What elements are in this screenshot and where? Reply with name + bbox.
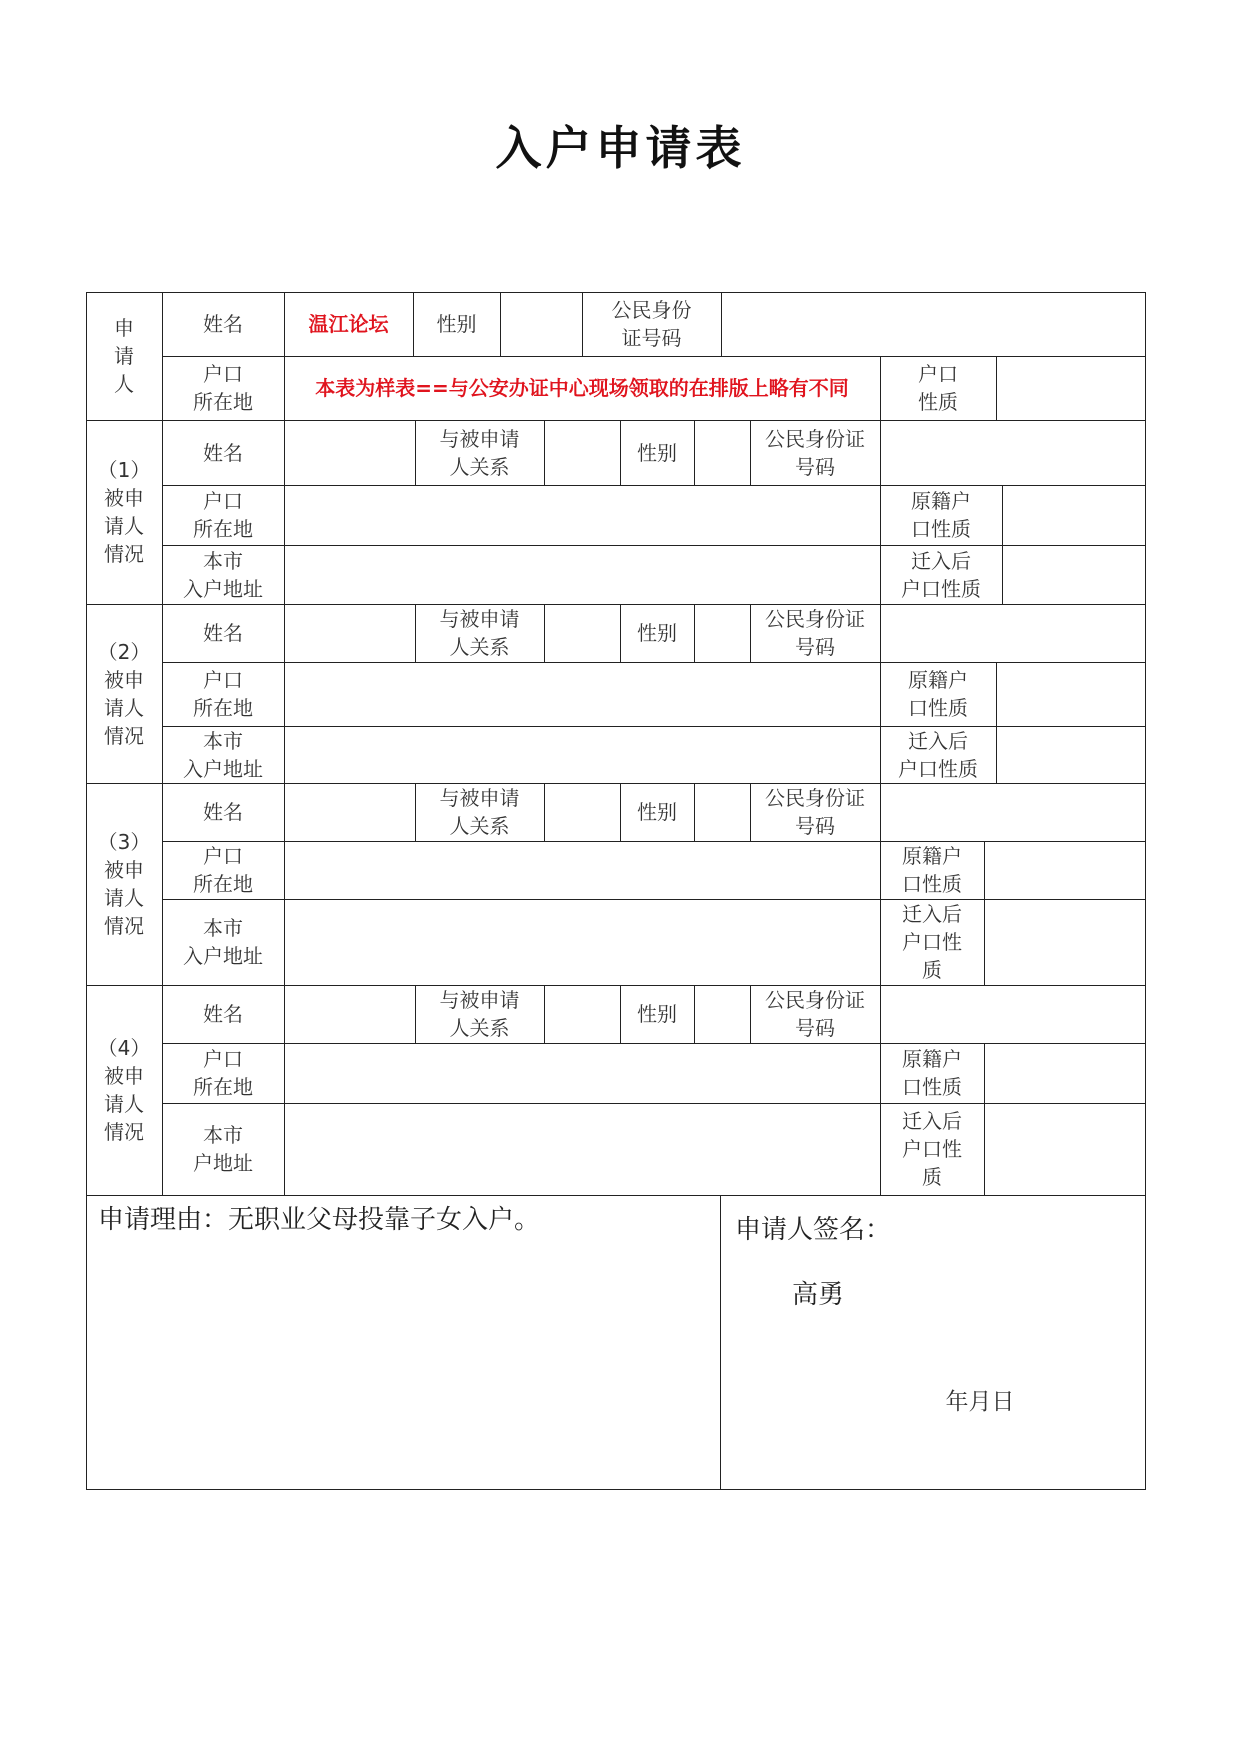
- dependent-1-orig-nature-label: [880, 485, 1002, 545]
- dependent-2-id-field[interactable]: [880, 604, 1146, 662]
- signature-name[interactable]: 高勇: [792, 1280, 845, 1310]
- dependent-2-name-field[interactable]: [284, 604, 415, 662]
- applicant-hukou-label: [162, 356, 284, 420]
- dependent-2-address-field[interactable]: [284, 726, 880, 783]
- dependent-3-id-label-text: 公民身份证 号码: [765, 786, 865, 838]
- dependent-3-gender-label-text: 性别: [637, 800, 677, 824]
- dependent-4-hukou-label: [162, 1043, 284, 1103]
- dependent-3-address-field[interactable]: [284, 899, 880, 985]
- dependent-3-name-label: [162, 783, 284, 841]
- dependent-4-orig-nature-label: [880, 1043, 984, 1103]
- dependent-4-name-field[interactable]: [284, 985, 415, 1043]
- applicant-section-label-text: 申 请 人: [114, 316, 134, 396]
- applicant-gender-label: [413, 292, 500, 356]
- dependent-2-relation-field[interactable]: [544, 604, 620, 662]
- dependent-4-address-label-text: 本市 户地址: [193, 1123, 253, 1175]
- dependent-4-id-field[interactable]: [880, 985, 1146, 1043]
- table-border: [86, 1195, 1146, 1196]
- dependent-1-new-nature-label-text: 迁入后 户口性质: [901, 548, 981, 601]
- dependent-3-new-nature-label: [880, 899, 984, 985]
- dependent-2-section-label-text: （2） 被申 请人 情况: [97, 639, 151, 748]
- applicant-id-label-text: 公民身份 证号码: [611, 298, 692, 350]
- dependent-2-name-label-text: 姓名: [203, 621, 243, 645]
- dependent-4-new-nature-field[interactable]: [984, 1103, 1146, 1195]
- dependent-4-relation-label-text: 与被申请 人关系: [439, 988, 520, 1040]
- applicant-nature-label: [880, 356, 996, 420]
- dependent-4-relation-field[interactable]: [544, 985, 620, 1043]
- dependent-4-hukou-field[interactable]: [284, 1043, 880, 1103]
- applicant-name-label: [162, 292, 284, 356]
- dependent-3-hukou-field[interactable]: [284, 841, 880, 899]
- dependent-1-name-field[interactable]: [284, 420, 415, 485]
- dependent-1-address-label-text: 本市 入户地址: [183, 548, 263, 601]
- dependent-2-hukou-label-text: 户口 所在地: [193, 668, 253, 720]
- dependent-1-gender-field[interactable]: [694, 420, 750, 485]
- dependent-3-name-field[interactable]: [284, 783, 415, 841]
- signature-label: 申请人签名：: [735, 1215, 892, 1245]
- dependent-1-gender-label-text: 性别: [637, 440, 677, 465]
- dependent-4-address-field[interactable]: [284, 1103, 880, 1195]
- dependent-3-address-label-text: 本市 入户地址: [183, 916, 263, 968]
- dependent-2-relation-label-text: 与被申请 人关系: [439, 607, 520, 659]
- dependent-1-hukou-field[interactable]: [284, 485, 880, 545]
- dependent-2-id-label: [750, 604, 880, 662]
- applicant-name-label-text: 姓名: [203, 312, 243, 336]
- dependent-3-id-label: [750, 783, 880, 841]
- dependent-2-gender-label-text: 性别: [637, 621, 677, 645]
- dependent-3-relation-label-text: 与被申请 人关系: [439, 786, 520, 838]
- dependent-4-gender-label-text: 性别: [637, 1002, 677, 1026]
- applicant-name-value-text: 温江论坛: [308, 312, 389, 336]
- dependent-2-relation-label: [415, 604, 544, 662]
- dependent-3-new-nature-label-text: 迁入后 户口性 质: [902, 902, 962, 982]
- dependent-4-gender-label: [620, 985, 694, 1043]
- dependent-1-relation-label-text: 与被申请 人关系: [439, 426, 520, 479]
- dependent-3-gender-field[interactable]: [694, 783, 750, 841]
- applicant-hukou-value-text: 本表为样表==与公安办证中心现场领取的在排版上略有不同: [315, 376, 849, 400]
- dependent-4-orig-nature-label-text: 原籍户 口性质: [902, 1047, 962, 1099]
- dependent-3-id-field[interactable]: [880, 783, 1146, 841]
- dependent-4-new-nature-label-text: 迁入后 户口性 质: [902, 1109, 962, 1189]
- applicant-nature-label-text: 户口 性质: [918, 362, 958, 414]
- table-border: [720, 1195, 721, 1490]
- dependent-4-id-label-text: 公民身份证 号码: [765, 988, 865, 1040]
- dependent-2-new-nature-label-text: 迁入后 户口性质: [898, 728, 978, 781]
- dependent-4-address-label: [162, 1103, 284, 1195]
- applicant-id-field[interactable]: [721, 292, 1146, 356]
- dependent-3-section-label: [86, 783, 162, 985]
- dependent-1-gender-label: [620, 420, 694, 485]
- dependent-1-hukou-label-text: 户口 所在地: [193, 489, 253, 541]
- page-title: 入户申请表: [495, 121, 746, 175]
- dependent-3-new-nature-field[interactable]: [984, 899, 1146, 985]
- dependent-2-address-label-text: 本市 入户地址: [183, 728, 263, 781]
- applicant-gender-field[interactable]: [500, 292, 582, 356]
- dependent-4-gender-field[interactable]: [694, 985, 750, 1043]
- dependent-4-new-nature-label: [880, 1103, 984, 1195]
- dependent-4-orig-nature-field[interactable]: [984, 1043, 1146, 1103]
- reason-text[interactable]: 申请理由：无职业父母投靠子女入户。: [98, 1205, 541, 1235]
- dependent-1-address-label: [162, 545, 284, 604]
- dependent-2-id-label-text: 公民身份证 号码: [765, 607, 865, 659]
- dependent-3-relation-field[interactable]: [544, 783, 620, 841]
- dependent-1-hukou-label: [162, 485, 284, 545]
- applicant-name-value[interactable]: [284, 292, 413, 356]
- dependent-1-name-label: [162, 420, 284, 485]
- dependent-3-orig-nature-field[interactable]: [984, 841, 1146, 899]
- dependent-3-gender-label: [620, 783, 694, 841]
- applicant-id-label: [582, 292, 721, 356]
- dependent-2-hukou-field[interactable]: [284, 662, 880, 726]
- dependent-4-id-label: [750, 985, 880, 1043]
- dependent-4-name-label: [162, 985, 284, 1043]
- dependent-2-orig-nature-label-text: 原籍户 口性质: [908, 668, 968, 720]
- dependent-2-hukou-label: [162, 662, 284, 726]
- dependent-1-name-label-text: 姓名: [203, 440, 243, 465]
- dependent-3-orig-nature-label-text: 原籍户 口性质: [902, 844, 962, 896]
- dependent-3-name-label-text: 姓名: [203, 800, 243, 824]
- applicant-hukou-label-text: 户口 所在地: [193, 362, 253, 414]
- dependent-3-address-label: [162, 899, 284, 985]
- applicant-section-label: [86, 292, 162, 420]
- dependent-2-address-label: [162, 726, 284, 783]
- dependent-1-relation-field[interactable]: [544, 420, 620, 485]
- dependent-1-section-label: [86, 420, 162, 604]
- dependent-2-new-nature-label: [880, 726, 996, 783]
- dependent-4-section-label-text: （4） 被申 请人 情况: [97, 1036, 151, 1144]
- dependent-3-relation-label: [415, 783, 544, 841]
- dependent-3-section-label-text: （3） 被申 请人 情况: [97, 830, 151, 938]
- dependent-4-name-label-text: 姓名: [203, 1002, 243, 1026]
- dependent-4-relation-label: [415, 985, 544, 1043]
- dependent-3-orig-nature-label: [880, 841, 984, 899]
- dependent-2-gender-field[interactable]: [694, 604, 750, 662]
- dependent-1-new-nature-label: [880, 545, 1002, 604]
- dependent-1-id-label: [750, 420, 880, 485]
- applicant-gender-label-text: 性别: [436, 312, 477, 336]
- dependent-4-section-label: [86, 985, 162, 1195]
- dependent-4-hukou-label-text: 户口 所在地: [193, 1047, 253, 1099]
- dependent-1-orig-nature-field[interactable]: [1002, 485, 1146, 545]
- dependent-1-address-field[interactable]: [284, 545, 880, 604]
- dependent-1-relation-label: [415, 420, 544, 485]
- dependent-2-name-label: [162, 604, 284, 662]
- applicant-nature-field[interactable]: [996, 356, 1146, 420]
- dependent-2-gender-label: [620, 604, 694, 662]
- dependent-3-hukou-label-text: 户口 所在地: [193, 844, 253, 896]
- dependent-1-id-label-text: 公民身份证 号码: [765, 426, 865, 479]
- dependent-1-id-field[interactable]: [880, 420, 1146, 485]
- applicant-hukou-value[interactable]: [284, 356, 880, 420]
- dependent-2-new-nature-field[interactable]: [996, 726, 1146, 783]
- dependent-2-orig-nature-label: [880, 662, 996, 726]
- dependent-1-new-nature-field[interactable]: [1002, 545, 1146, 604]
- dependent-1-orig-nature-label-text: 原籍户 口性质: [911, 489, 971, 541]
- dependent-2-orig-nature-field[interactable]: [996, 662, 1146, 726]
- signature-date[interactable]: 年月日: [945, 1389, 1015, 1415]
- dependent-2-section-label: [86, 604, 162, 783]
- dependent-3-hukou-label: [162, 841, 284, 899]
- dependent-1-section-label-text: （1） 被申 请人 情况: [97, 458, 151, 566]
